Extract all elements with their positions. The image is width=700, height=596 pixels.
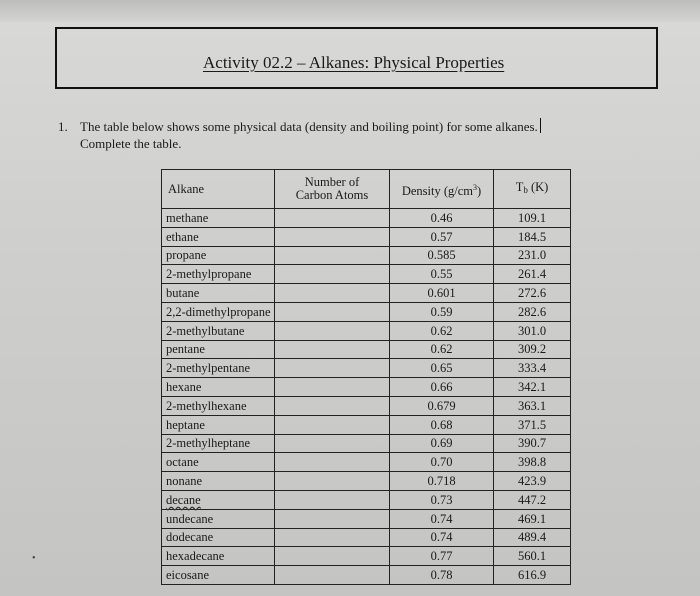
alkane-name-cell: pentane — [162, 340, 275, 359]
density-cell: 0.78 — [390, 566, 494, 585]
alkane-name-cell: dodecane — [162, 528, 275, 547]
boiling-point-cell: 560.1 — [494, 547, 571, 566]
boiling-point-cell: 398.8 — [494, 453, 571, 472]
density-cell: 0.55 — [390, 265, 494, 284]
carbon-atoms-cell[interactable] — [275, 453, 390, 472]
alkane-name-cell: methane — [162, 209, 275, 228]
density-cell: 0.57 — [390, 227, 494, 246]
table-row — [162, 246, 571, 265]
boiling-point-cell: 231.0 — [494, 246, 571, 265]
table-row — [162, 490, 571, 509]
page-title: Activity 02.2 – Alkanes: Physical Properties — [203, 53, 505, 72]
carbon-atoms-cell[interactable] — [275, 415, 390, 434]
alkane-name-cell: eicosane — [162, 566, 275, 585]
density-cell: 0.69 — [390, 434, 494, 453]
alkane-name-cell: undecane — [162, 509, 275, 528]
table-row — [162, 302, 571, 321]
boiling-point-cell: 423.9 — [494, 472, 571, 491]
density-cell: 0.62 — [390, 340, 494, 359]
table-row — [162, 321, 571, 340]
alkane-name-cell: 2,2-dimethylpropane — [162, 302, 275, 321]
table-body — [162, 209, 571, 585]
carbon-atoms-cell[interactable] — [275, 246, 390, 265]
carbon-atoms-cell[interactable] — [275, 396, 390, 415]
boiling-point-cell: 447.2 — [494, 490, 571, 509]
carbon-atoms-cell[interactable] — [275, 209, 390, 228]
boiling-point-cell: 371.5 — [494, 415, 571, 434]
header-bp-subscript: b — [523, 185, 528, 195]
density-cell: 0.74 — [390, 528, 494, 547]
text-cursor — [540, 118, 541, 133]
table-row — [162, 509, 571, 528]
header-density-close: ) — [477, 183, 482, 198]
table-row — [162, 265, 571, 284]
carbon-atoms-cell[interactable] — [275, 227, 390, 246]
question-text-line2: Complete the table. — [80, 136, 182, 151]
title-box — [55, 27, 658, 89]
table-row — [162, 415, 571, 434]
table-row — [162, 434, 571, 453]
boiling-point-cell: 469.1 — [494, 509, 571, 528]
header-atoms-line2: Carbon Atoms — [295, 188, 369, 202]
carbon-atoms-cell[interactable] — [275, 378, 390, 397]
boiling-point-cell: 333.4 — [494, 359, 571, 378]
boiling-point-cell: 342.1 — [494, 378, 571, 397]
table-row — [162, 566, 571, 585]
boiling-point-cell: 363.1 — [494, 396, 571, 415]
carbon-atoms-cell[interactable] — [275, 321, 390, 340]
alkane-name-cell: decane — [162, 490, 275, 509]
density-cell: 0.46 — [390, 209, 494, 228]
question-text-line1 — [80, 118, 541, 135]
carbon-atoms-cell[interactable] — [275, 340, 390, 359]
table-row — [162, 284, 571, 303]
boiling-point-cell: 272.6 — [494, 284, 571, 303]
header-atoms-line1: Number of — [304, 175, 360, 189]
density-cell: 0.601 — [390, 284, 494, 303]
table-header-row — [162, 170, 571, 209]
density-cell: 0.77 — [390, 547, 494, 566]
alkane-name-cell: hexadecane — [162, 547, 275, 566]
density-cell: 0.66 — [390, 378, 494, 397]
boiling-point-cell: 390.7 — [494, 434, 571, 453]
carbon-atoms-cell[interactable] — [275, 509, 390, 528]
header-bp-symbol: T — [515, 180, 524, 194]
carbon-atoms-cell[interactable] — [275, 284, 390, 303]
density-cell: 0.585 — [390, 246, 494, 265]
boiling-point-cell: 109.1 — [494, 209, 571, 228]
density-cell: 0.59 — [390, 302, 494, 321]
table-row — [162, 528, 571, 547]
alkane-name-cell: butane — [162, 284, 275, 303]
header-density-label: Density (g/cm — [401, 183, 473, 198]
question-number: 1. — [58, 119, 68, 134]
boiling-point-cell: 301.0 — [494, 321, 571, 340]
header-carbon-atoms — [275, 170, 390, 209]
alkane-name-cell: propane — [162, 246, 275, 265]
boiling-point-cell: 282.6 — [494, 302, 571, 321]
carbon-atoms-cell[interactable] — [275, 490, 390, 509]
page-top-edge — [0, 0, 700, 22]
table-row — [162, 547, 571, 566]
table-row — [162, 340, 571, 359]
header-density-exponent: 3 — [473, 182, 477, 192]
density-cell: 0.73 — [390, 490, 494, 509]
carbon-atoms-cell[interactable] — [275, 566, 390, 585]
table-row — [162, 209, 571, 228]
density-cell: 0.718 — [390, 472, 494, 491]
density-cell: 0.74 — [390, 509, 494, 528]
alkane-name-cell: 2-methylpropane — [162, 265, 275, 284]
boiling-point-cell: 184.5 — [494, 227, 571, 246]
density-cell: 0.68 — [390, 415, 494, 434]
alkanes-table — [161, 169, 571, 585]
table-row — [162, 227, 571, 246]
table-row — [162, 396, 571, 415]
carbon-atoms-cell[interactable] — [275, 434, 390, 453]
boiling-point-cell: 616.9 — [494, 566, 571, 585]
alkane-name-cell: hexane — [162, 378, 275, 397]
alkane-name-cell: 2-methylhexane — [162, 396, 275, 415]
question-line1-text: The table below shows some physical data (density and boiling point) for some alkanes. — [80, 119, 538, 134]
carbon-atoms-cell[interactable] — [275, 265, 390, 284]
carbon-atoms-cell[interactable] — [275, 528, 390, 547]
table-row — [162, 472, 571, 491]
header-alkane: Alkane — [162, 170, 275, 209]
density-cell: 0.70 — [390, 453, 494, 472]
margin-mark: • — [32, 553, 36, 564]
alkane-name-cell: nonane — [162, 472, 275, 491]
header-boiling-point — [494, 170, 571, 209]
carbon-atoms-cell[interactable] — [275, 302, 390, 321]
boiling-point-cell: 489.4 — [494, 528, 571, 547]
alkane-name-cell: 2-methylbutane — [162, 321, 275, 340]
header-density — [390, 170, 494, 209]
alkane-name-cell: heptane — [162, 415, 275, 434]
table-row — [162, 359, 571, 378]
boiling-point-cell: 261.4 — [494, 265, 571, 284]
table-row — [162, 378, 571, 397]
alkane-name-cell: ethane — [162, 227, 275, 246]
carbon-atoms-cell[interactable] — [275, 547, 390, 566]
carbon-atoms-cell[interactable] — [275, 359, 390, 378]
boiling-point-cell: 309.2 — [494, 340, 571, 359]
density-cell: 0.65 — [390, 359, 494, 378]
density-cell: 0.62 — [390, 321, 494, 340]
carbon-atoms-cell[interactable] — [275, 472, 390, 491]
density-cell: 0.679 — [390, 396, 494, 415]
alkane-name-cell: octane — [162, 453, 275, 472]
header-bp-unit: (K) — [527, 180, 549, 194]
alkane-name-cell: 2-methylheptane — [162, 434, 275, 453]
table-row — [162, 453, 571, 472]
alkane-name-cell: 2-methylpentane — [162, 359, 275, 378]
